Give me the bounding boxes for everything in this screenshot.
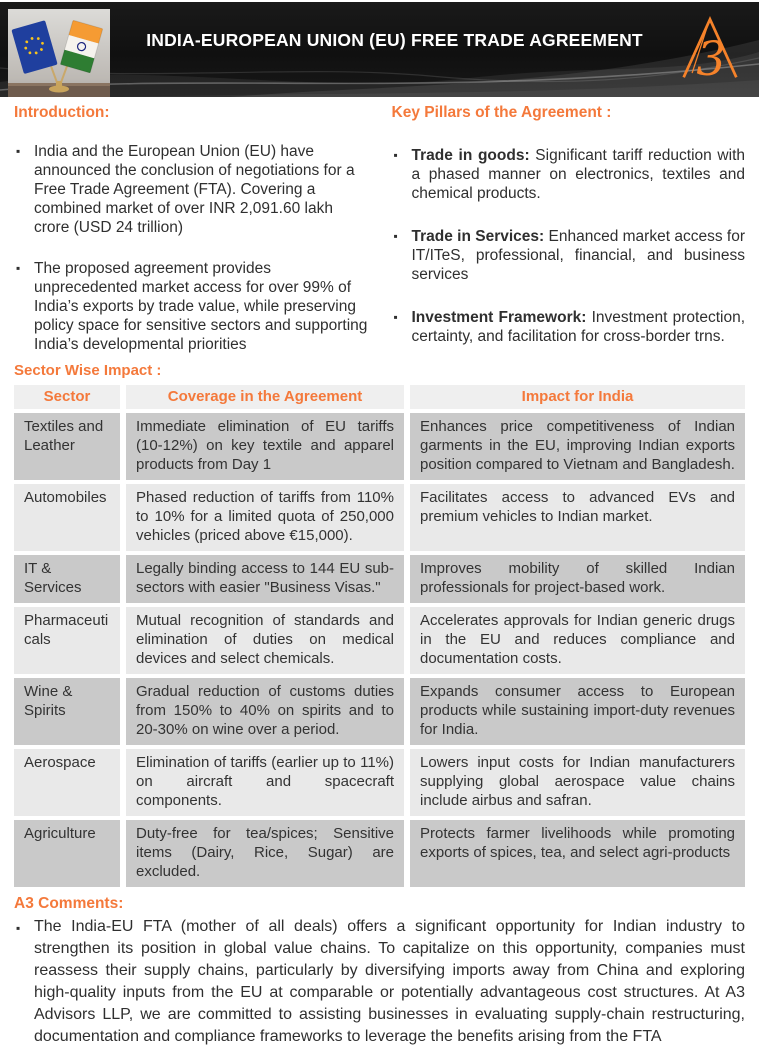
a3-comments-heading: A3 Comments:	[14, 895, 124, 912]
introduction-bullet-list	[14, 142, 368, 354]
list-item	[14, 916, 745, 1048]
table-cell-coverage: Elimination of tariffs (earlier up to 11%) on aircraft and spacecraft components.	[126, 749, 404, 816]
table-cell-sector: Agriculture	[14, 820, 120, 887]
document-page	[0, 2, 759, 1045]
key-pillars-bullet-list	[392, 146, 746, 346]
list-item	[392, 308, 746, 346]
table-cell-impact: Improves mobility of skilled Indian professionals for project-based work.	[410, 555, 745, 603]
table-cell-coverage: Immediate elimination of EU tariffs (10-12%) on key textile and apparel products from Day 1	[126, 413, 404, 480]
key-pillars-heading: Key Pillars of the Agreement :	[391, 104, 612, 121]
sector-wise-impact-heading: Sector Wise Impact :	[14, 362, 162, 379]
introduction-section	[14, 104, 368, 354]
table-cell-coverage: Legally binding access to 144 EU sub-sectors with easier "Business Visas."	[126, 555, 404, 603]
bullet-lead: Investment Framework:	[411, 309, 587, 326]
table-cell-sector: Pharmaceuticals	[14, 607, 120, 674]
table-cell-sector: Textiles and Leather	[14, 413, 120, 480]
column-header-coverage: Coverage in the Agreement	[126, 385, 404, 409]
a3-comments-section	[14, 895, 745, 1048]
bullet-text: India and the European Union (EU) have announced the conclusion of negotiations for a Free Trade Agreement (FTA). Covering a combined market of over INR 2,091.60 lakh crore (USD 24 trillion)	[34, 143, 355, 236]
banner	[0, 2, 759, 97]
main-content	[0, 104, 759, 1048]
table-cell-sector: Aerospace	[14, 749, 120, 816]
bullet-text: The proposed agreement provides unprecedented market access for over 99% of India’s exports by trade value, while preserving policy space for sensitive sectors and supporting India’s developmental priorities	[34, 260, 368, 353]
introduction-heading: Introduction:	[14, 104, 110, 121]
page-title: INDIA-EUROPEAN UNION (EU) FREE TRADE AGREEMENT	[146, 30, 643, 50]
table-cell-coverage: Gradual reduction of customs duties from 150% to 40% on spirits and to 20-30% on wine over a period.	[126, 678, 404, 745]
list-item	[392, 146, 746, 203]
list-item	[14, 259, 368, 354]
sector-impact-table	[14, 385, 745, 887]
eu-india-flags-photo	[8, 9, 110, 97]
intro-pillars-columns	[14, 104, 745, 354]
key-pillars-section	[392, 104, 746, 354]
svg-text:3: 3	[696, 32, 726, 87]
table-cell-impact: Facilitates access to advanced EVs and premium vehicles to Indian market.	[410, 484, 745, 551]
bullet-lead: Trade in goods:	[411, 147, 530, 164]
table-cell-coverage: Phased reduction of tariffs from 110% to 10% for a limited quota of 250,000 vehicles (priced above €15,000).	[126, 484, 404, 551]
bullet-text: Investment protection, certainty, and facilitation for cross-border trns.	[411, 309, 745, 345]
table-cell-impact: Lowers input costs for Indian manufacturers supplying global aerospace value chains include airbus and safran.	[410, 749, 745, 816]
table-cell-sector: Wine & Spirits	[14, 678, 120, 745]
bullet-text: Significant tariff reduction with a phased manner on electronics, textiles and chemical products.	[411, 147, 745, 202]
table-cell-sector: Automobiles	[14, 484, 120, 551]
a3-logo-icon	[675, 12, 745, 92]
table-cell-coverage: Duty-free for tea/spices; Sensitive items (Dairy, Rice, Sugar) are excluded.	[126, 820, 404, 887]
table-cell-impact: Protects farmer livelihoods while promoting exports of spices, tea, and select agri-products	[410, 820, 745, 887]
table-cell-sector: IT & Services	[14, 555, 120, 603]
table-cell-coverage: Mutual recognition of standards and elimination of duties on medical devices and select chemicals.	[126, 607, 404, 674]
flags-illustration	[8, 9, 110, 97]
bullet-text: Enhanced market access for IT/ITeS, professional, financial, and business services	[411, 228, 745, 283]
table-cell-impact: Accelerates approvals for Indian generic drugs in the EU and reduces compliance and documentation costs.	[410, 607, 745, 674]
list-item	[14, 142, 368, 237]
list-item	[392, 227, 746, 284]
table-cell-impact: Expands consumer access to European products while sustaining import-duty revenues for India.	[410, 678, 745, 745]
column-header-sector: Sector	[14, 385, 120, 409]
column-header-impact: Impact for India	[410, 385, 745, 409]
bullet-lead: Trade in Services:	[411, 228, 545, 245]
comment-text: ▪ The India-EU FTA (mother of all deals) offers a significant opportunity for Indian industry to strengthen its position in global value chains. To capitalize on this opportunity, companies must reassess their supply chains, particularly by diversifying imports away from China and exploring high-quality inputs from the EU at comparable or potentially advantageous cost structures. At A3 Advisors LLP, we are committed to assisting businesses in evaluating supply-chain restructuring, documentation and compliance frameworks to leverage the benefits arising from the FTA	[34, 918, 745, 1045]
table-cell-impact: Enhances price competitiveness of Indian garments in the EU, improving Indian exports position compared to Vietnam and Bangladesh.	[410, 413, 745, 480]
